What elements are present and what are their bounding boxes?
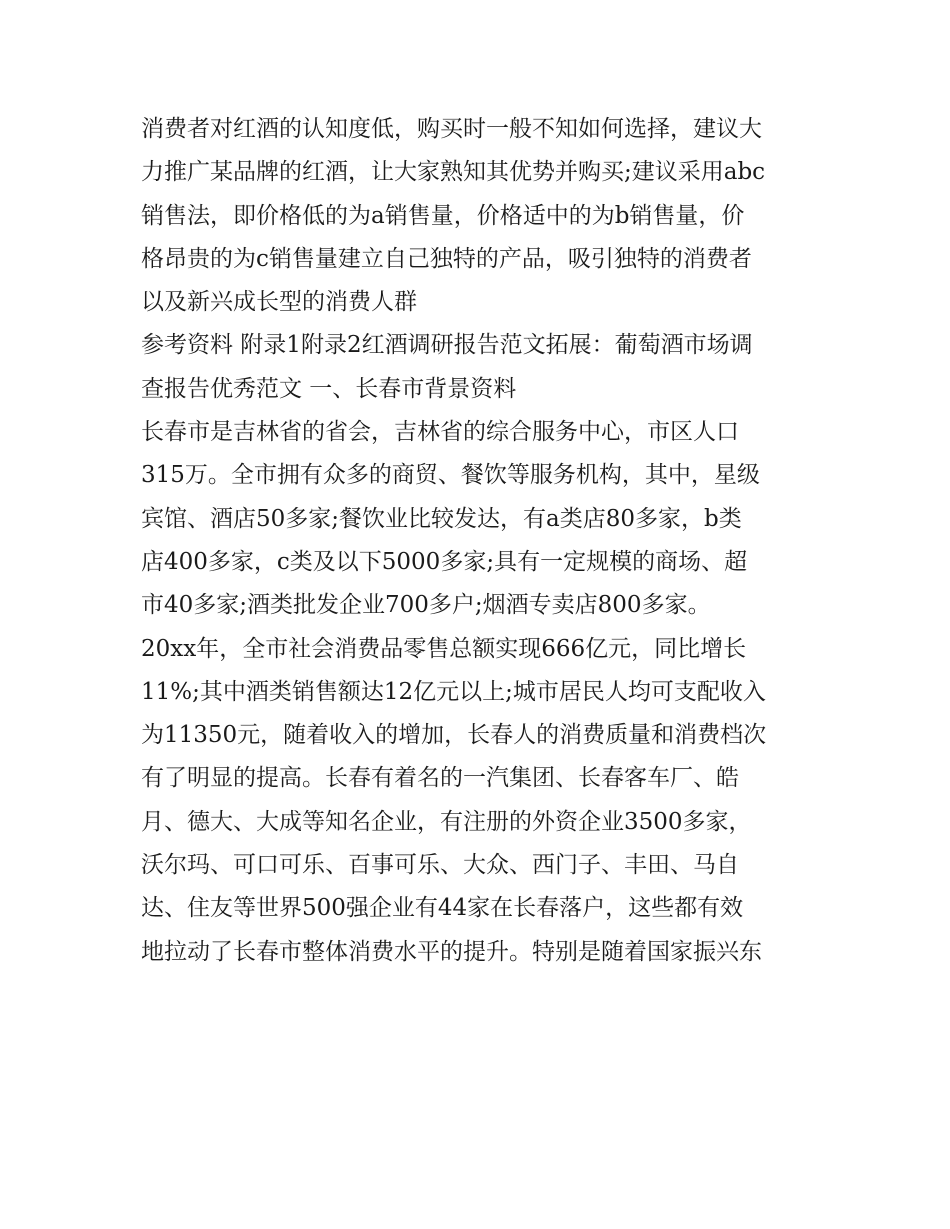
text-line: 力推广某品牌的红酒，让大家熟知其优势并购买;建议采用abc (141, 159, 766, 186)
text-line: 315万。全市拥有众多的商贸、餐饮等服务机构，其中，星级 (141, 462, 760, 489)
text-line: 宾馆、酒店50多家;餐饮业比较发达，有a类店80多家，b类 (141, 505, 742, 532)
text-line: 店400多家，c类及以下5000多家;具有一定规模的商场、超 (141, 548, 748, 575)
text-line: 达、住友等世界500强企业有44家在长春落户，这些都有效 (141, 895, 744, 922)
text-line: 有了明显的提高。长春有着名的一汽集团、长春客车厂、皓 (141, 765, 739, 792)
body-text (141, 108, 821, 974)
text-line: 格昂贵的为c销售量建立自己独特的产品，吸引独特的消费者 (141, 245, 752, 272)
text-line: 沃尔玛、可口可乐、百事可乐、大众、西门子、丰田、马自 (141, 852, 739, 879)
text-line: 长春市是吉林省的省会，吉林省的综合服务中心，市区人口 (141, 419, 739, 446)
text-line: 地拉动了长春市整体消费水平的提升。特别是随着国家振兴东 (141, 938, 762, 965)
text-line: 消费者对红酒的认知度低，购买时一般不知如何选择，建议大 (141, 116, 762, 142)
text-line: 参考资料 附录1附录2红酒调研报告范文拓展：葡萄酒市场调 (141, 332, 753, 359)
text-line: 为11350元，随着收入的增加，长春人的消费质量和消费档次 (141, 722, 767, 749)
text-line: 查报告优秀范文 一、长春市背景资料 (141, 375, 517, 402)
text-line: 20xx年，全市社会消费品零售总额实现666亿元，同比增长 (141, 635, 747, 662)
text-line: 销售法，即价格低的为a销售量，价格适中的为b销售量，价 (141, 202, 745, 229)
text-line: 11%;其中酒类销售额达12亿元以上;城市居民人均可支配收入 (141, 678, 766, 705)
text-line: 月、德大、大成等知名企业，有注册的外资企业3500多家， (141, 808, 752, 835)
text-line: 市40多家;酒类批发企业700多户;烟酒专卖店800多家。 (141, 592, 711, 619)
text-line: 以及新兴成长型的消费人群 (141, 289, 417, 316)
